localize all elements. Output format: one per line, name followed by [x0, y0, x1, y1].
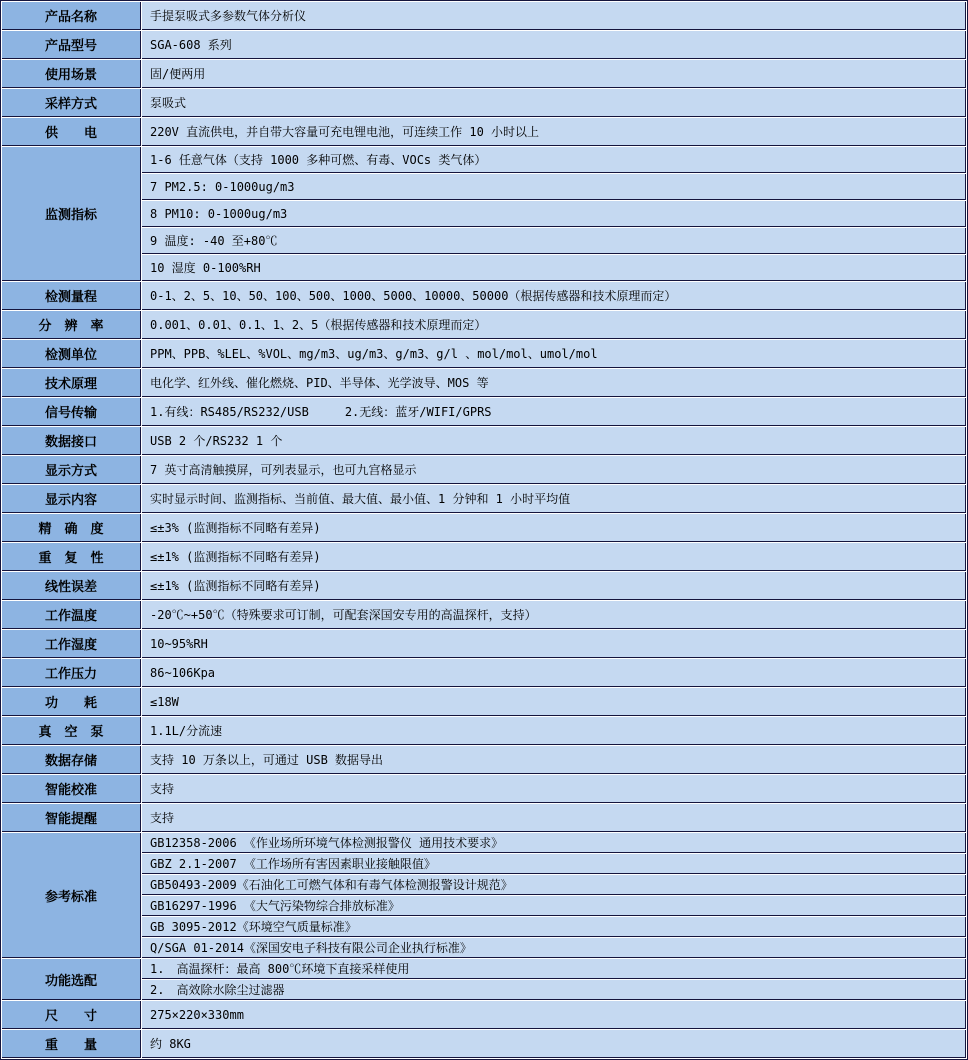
- spec-value-cell: 1-6 任意气体（支持 1000 多种可燃、有毒、VOCs 类气体）: [142, 147, 966, 173]
- spec-label-cell: 数据接口: [2, 427, 141, 455]
- spec-value-cell: 支持: [142, 804, 966, 832]
- spec-table-body: [2, 2, 966, 1058]
- spec-row: [2, 717, 966, 745]
- spec-value-cell: 7 英寸高清触摸屏，可列表显示，也可九宫格显示: [142, 456, 966, 484]
- spec-value-cell: 0-1、2、5、10、50、100、500、1000、5000、10000、50000（根据传感器和技术原理而定）: [142, 282, 966, 310]
- spec-label-cell: 功能选配: [2, 959, 141, 1000]
- spec-value-cell: 1.有线：RS485/RS232/USB 2.无线：蓝牙/WIFI/GPRS: [142, 398, 966, 426]
- spec-value-cell: 支持: [142, 775, 966, 803]
- spec-label-cell: 数据存储: [2, 746, 141, 774]
- spec-value-cell: 支持 10 万条以上，可通过 USB 数据导出: [142, 746, 966, 774]
- spec-value-cell: 1.1L/分流速: [142, 717, 966, 745]
- spec-row: [2, 875, 966, 895]
- spec-label-cell: 检测量程: [2, 282, 141, 310]
- spec-label-cell: 重 复 性: [2, 543, 141, 571]
- spec-value-cell: 7 PM2.5: 0-1000ug/m3: [142, 174, 966, 200]
- spec-value-cell: SGA-608 系列: [142, 31, 966, 59]
- spec-value-cell: 220V 直流供电，并自带大容量可充电锂电池，可连续工作 10 小时以上: [142, 118, 966, 146]
- spec-value-cell: 275×220×330mm: [142, 1001, 966, 1029]
- spec-value-cell: GB50493-2009《石油化工可燃气体和有毒气体检测报警设计规范》: [142, 875, 966, 895]
- spec-label-cell: 产品名称: [2, 2, 141, 30]
- spec-value-cell: 约 8KG: [142, 1030, 966, 1058]
- spec-row: [2, 31, 966, 59]
- spec-row: [2, 369, 966, 397]
- spec-row: [2, 427, 966, 455]
- spec-label-cell: 使用场景: [2, 60, 141, 88]
- spec-row: [2, 228, 966, 254]
- spec-value-cell: 86~106Kpa: [142, 659, 966, 687]
- spec-row: [2, 630, 966, 658]
- spec-label-cell: 采样方式: [2, 89, 141, 117]
- spec-value-cell: GBZ 2.1-2007 《工作场所有害因素职业接触限值》: [142, 854, 966, 874]
- spec-row: [2, 201, 966, 227]
- spec-row: [2, 1030, 966, 1058]
- spec-value-cell: ≤±1% (监测指标不同略有差异): [142, 543, 966, 571]
- spec-row: [2, 896, 966, 916]
- spec-value-cell: ≤18W: [142, 688, 966, 716]
- spec-row: [2, 659, 966, 687]
- spec-label-cell: 功 耗: [2, 688, 141, 716]
- spec-label-cell: 参考标准: [2, 833, 141, 958]
- spec-row: [2, 147, 966, 173]
- spec-value-cell: 10 湿度 0-100%RH: [142, 255, 966, 281]
- spec-row: [2, 959, 966, 979]
- spec-label-cell: 显示内容: [2, 485, 141, 513]
- spec-row: [2, 980, 966, 1000]
- spec-row: [2, 456, 966, 484]
- spec-value-cell: 实时显示时间、监测指标、当前值、最大值、最小值、1 分钟和 1 小时平均值: [142, 485, 966, 513]
- spec-value-cell: 电化学、红外线、催化燃烧、PID、半导体、光学波导、MOS 等: [142, 369, 966, 397]
- spec-label-cell: 分 辨 率: [2, 311, 141, 339]
- spec-row: [2, 89, 966, 117]
- spec-value-cell: 10~95%RH: [142, 630, 966, 658]
- spec-row: [2, 854, 966, 874]
- spec-row: [2, 775, 966, 803]
- spec-label-cell: 智能校准: [2, 775, 141, 803]
- spec-label-cell: 产品型号: [2, 31, 141, 59]
- spec-value-cell: Q/SGA 01-2014《深国安电子科技有限公司企业执行标准》: [142, 938, 966, 958]
- spec-value-cell: -20℃~+50℃（特殊要求可订制，可配套深国安专用的高温探杆，支持）: [142, 601, 966, 629]
- spec-value-cell: PPM、PPB、%LEL、%VOL、mg/m3、ug/m3、g/m3、g/l 、mol/mol、umol/mol: [142, 340, 966, 368]
- spec-label-cell: 技术原理: [2, 369, 141, 397]
- spec-row: [2, 601, 966, 629]
- spec-label-cell: 显示方式: [2, 456, 141, 484]
- spec-row: [2, 688, 966, 716]
- spec-value-cell: GB16297-1996 《大气污染物综合排放标准》: [142, 896, 966, 916]
- spec-value-cell: 1. 高温探杆：最高 800℃环境下直接采样使用: [142, 959, 966, 979]
- spec-value-cell: GB12358-2006 《作业场所环境气体检测报警仪 通用技术要求》: [142, 833, 966, 853]
- spec-value-cell: ≤±1% (监测指标不同略有差异): [142, 572, 966, 600]
- spec-row: [2, 746, 966, 774]
- spec-value-cell: 2. 高效除水除尘过滤器: [142, 980, 966, 1000]
- spec-value-cell: 9 温度: -40 至+80℃: [142, 228, 966, 254]
- spec-label-cell: 监测指标: [2, 147, 141, 281]
- spec-row: [2, 282, 966, 310]
- spec-value-cell: GB 3095-2012《环境空气质量标准》: [142, 917, 966, 937]
- spec-row: [2, 398, 966, 426]
- spec-label-cell: 尺 寸: [2, 1001, 141, 1029]
- spec-row: [2, 917, 966, 937]
- spec-value-cell: 固/便两用: [142, 60, 966, 88]
- spec-label-cell: 工作温度: [2, 601, 141, 629]
- spec-row: [2, 938, 966, 958]
- spec-row: [2, 543, 966, 571]
- spec-row: [2, 804, 966, 832]
- spec-row: [2, 340, 966, 368]
- spec-row: [2, 118, 966, 146]
- spec-label-cell: 精 确 度: [2, 514, 141, 542]
- spec-row: [2, 1001, 966, 1029]
- spec-label-cell: 检测单位: [2, 340, 141, 368]
- spec-value-cell: 8 PM10: 0-1000ug/m3: [142, 201, 966, 227]
- spec-row: [2, 311, 966, 339]
- spec-row: [2, 485, 966, 513]
- spec-row: [2, 174, 966, 200]
- spec-label-cell: 工作压力: [2, 659, 141, 687]
- spec-value-cell: 泵吸式: [142, 89, 966, 117]
- spec-row: [2, 514, 966, 542]
- spec-label-cell: 真 空 泵: [2, 717, 141, 745]
- spec-label-cell: 线性误差: [2, 572, 141, 600]
- spec-value-cell: 0.001、0.01、0.1、1、2、5（根据传感器和技术原理而定）: [142, 311, 966, 339]
- spec-row: [2, 60, 966, 88]
- spec-label-cell: 重 量: [2, 1030, 141, 1058]
- spec-label-cell: 工作湿度: [2, 630, 141, 658]
- spec-row: [2, 255, 966, 281]
- spec-row: [2, 2, 966, 30]
- spec-row: [2, 833, 966, 853]
- spec-label-cell: 信号传输: [2, 398, 141, 426]
- spec-value-cell: ≤±3% (监测指标不同略有差异): [142, 514, 966, 542]
- spec-label-cell: 供 电: [2, 118, 141, 146]
- spec-value-cell: 手提泵吸式多参数气体分析仪: [142, 2, 966, 30]
- spec-label-cell: 智能提醒: [2, 804, 141, 832]
- spec-value-cell: USB 2 个/RS232 1 个: [142, 427, 966, 455]
- spec-row: [2, 572, 966, 600]
